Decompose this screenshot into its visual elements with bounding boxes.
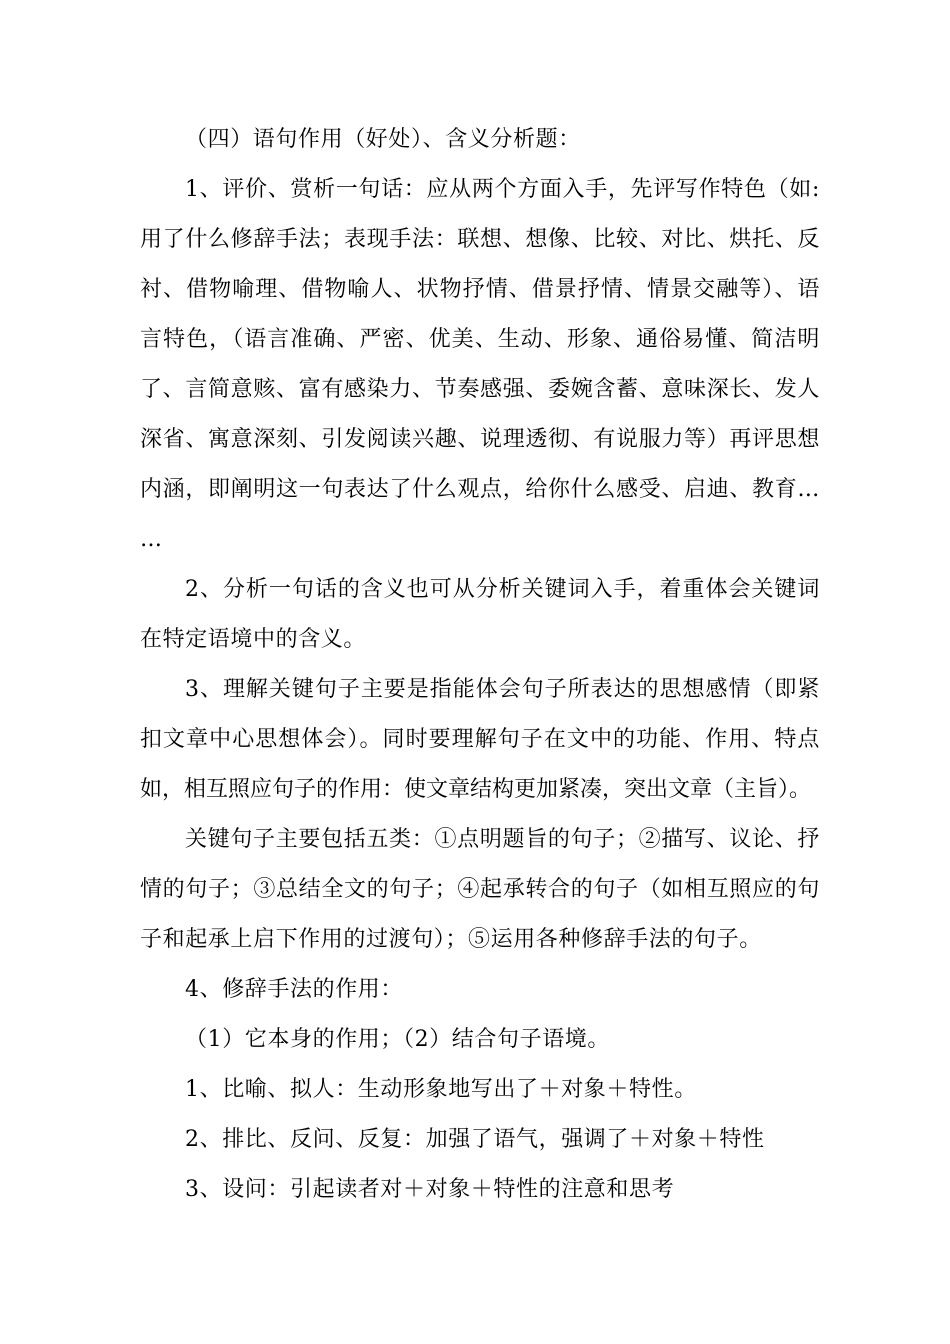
paragraph-line: 言特色，（语言准确、严密、优美、生动、形象、通俗易懂、简洁明 bbox=[140, 327, 820, 352]
paragraph-line: 3、设问：引起读者对＋对象＋特性的注意和思考 bbox=[185, 1177, 675, 1202]
paragraph-line: 在特定语境中的含义。 bbox=[140, 627, 367, 652]
section-heading: （四）语句作用（好处）、含义分析题： bbox=[185, 127, 581, 152]
paragraph-line: 深省、寓意深刻、引发阅读兴趣、说理透彻、有说服力等）再评思想 bbox=[140, 427, 820, 452]
paragraph-line: （1）它本身的作用；（2）结合句子语境。 bbox=[185, 1027, 610, 1052]
paragraph-line: 用了什么修辞手法；表现手法：联想、想像、比较、对比、烘托、反 bbox=[140, 227, 820, 252]
paragraph-line: 2、排比、反问、反复：加强了语气，强调了＋对象＋特性 bbox=[185, 1127, 765, 1152]
paragraph-line: 如，相互照应句子的作用：使文章结构更加紧凑，突出文章（主旨）。 bbox=[140, 777, 812, 802]
paragraph-line: 衬、借物喻理、借物喻人、状物抒情、借景抒情、情景交融等）、语 bbox=[140, 277, 820, 302]
paragraph-line: 子和起承上启下作用的过渡句）；⑤运用各种修辞手法的句子。 bbox=[140, 927, 762, 952]
paragraph-line: … bbox=[140, 527, 163, 552]
paragraph-line: 2、分析一句话的含义也可从分析关键词入手，着重体会关键词 bbox=[185, 577, 820, 602]
paragraph-line: 4、修辞手法的作用： bbox=[185, 977, 403, 1002]
paragraph-line: 1、评价、赏析一句话：应从两个方面入手，先评写作特色（如: bbox=[185, 177, 820, 202]
paragraph-line: 了、言简意赅、富有感染力、节奏感强、委婉含蓄、意味深长、发人 bbox=[140, 377, 820, 402]
paragraph-line: 1、比喻、拟人：生动形象地写出了＋对象＋特性。 bbox=[185, 1077, 697, 1102]
paragraph-line: 扣文章中心思想体会）。同时要理解句子在文中的功能、作用、特点 bbox=[140, 727, 820, 752]
paragraph-line: 内涵，即阐明这一句表达了什么观点，给你什么感受、启迪、教育… bbox=[140, 477, 820, 502]
paragraph-line: 3、理解关键句子主要是指能体会句子所表达的思想感情（即紧 bbox=[185, 677, 820, 702]
paragraph-line: 情的句子；③总结全文的句子；④起承转合的句子（如相互照应的句 bbox=[140, 877, 820, 902]
paragraph-line: 关键句子主要包括五类：①点明题旨的句子；②描写、议论、抒 bbox=[185, 827, 820, 852]
